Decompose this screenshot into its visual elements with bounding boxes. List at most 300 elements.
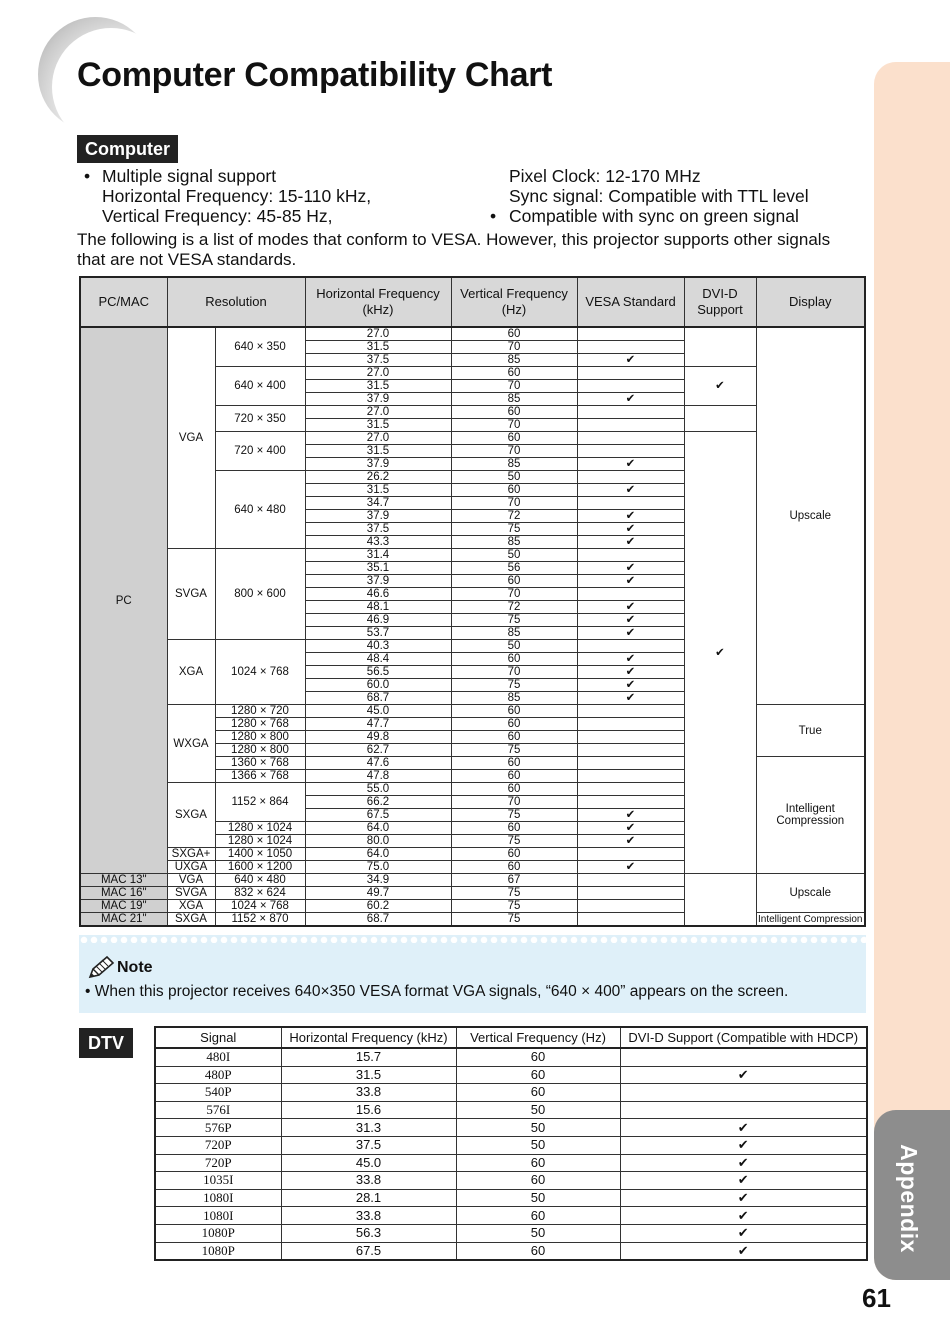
resolution-class-cell: SXGA: [167, 783, 215, 848]
vesa-standard-cell: [577, 666, 684, 679]
resolution-cell: 800 × 600: [215, 549, 305, 640]
horizontal-frequency-cell: 64.0: [305, 848, 451, 861]
horizontal-frequency-cell: 31.5: [305, 419, 451, 432]
bullet-icon: •: [84, 166, 91, 186]
vertical-frequency-cell: 67: [451, 874, 577, 887]
vertical-frequency-cell: 50: [451, 640, 577, 653]
checkmark-icon: ✔: [715, 646, 725, 659]
vertical-frequency-cell: 50: [451, 549, 577, 562]
display-mode-cell: Upscale: [756, 327, 865, 705]
resolution-cell: 1024 × 768: [215, 900, 305, 913]
horizontal-frequency-cell: 47.6: [305, 757, 451, 770]
dtv-table-row: [155, 1101, 867, 1119]
dtv-header-vertical-frequency: Vertical Frequency (Hz): [456, 1027, 620, 1048]
dtv-header-horizontal-frequency: Horizontal Frequency (kHz): [281, 1027, 456, 1048]
vesa-standard-cell: [577, 419, 684, 432]
dtv-header-signal: Signal: [155, 1027, 281, 1048]
horizontal-frequency-cell: 46.6: [305, 588, 451, 601]
checkmark-icon: ✔: [625, 510, 636, 522]
vertical-frequency-cell: 70: [451, 419, 577, 432]
resolution-cell: 1280 × 800: [215, 731, 305, 744]
vesa-standard-cell: [577, 327, 684, 341]
vesa-standard-cell: [577, 783, 684, 796]
horizontal-frequency-cell: 31.5: [305, 380, 451, 393]
spec-line: Compatible with sync on green signal: [509, 206, 799, 226]
horizontal-frequency-cell: 27.0: [305, 432, 451, 445]
dtv-signal-cell: 1080P: [155, 1224, 281, 1242]
note-heading: [87, 955, 153, 981]
vesa-standard-cell: [577, 575, 684, 588]
checkmark-icon: ✔: [625, 393, 636, 405]
vertical-frequency-cell: 60: [451, 783, 577, 796]
horizontal-frequency-cell: 34.9: [305, 874, 451, 887]
dtv-table-row: [155, 1136, 867, 1154]
vesa-standard-cell: [577, 497, 684, 510]
dtv-dvi-d-support-cell: [620, 1084, 867, 1102]
checkmark-icon: ✔: [625, 484, 636, 496]
vertical-frequency-cell: 60: [451, 718, 577, 731]
vesa-standard-cell: [577, 536, 684, 549]
vertical-frequency-cell: 50: [451, 471, 577, 484]
dvi-d-support-cell: [684, 874, 756, 927]
vesa-standard-cell: [577, 692, 684, 705]
checkmark-icon: ✔: [737, 1066, 749, 1082]
horizontal-frequency-cell: 31.5: [305, 341, 451, 354]
dtv-table-row: [155, 1224, 867, 1242]
table-row: [80, 874, 865, 887]
vertical-frequency-cell: 70: [451, 796, 577, 809]
dtv-vertical-frequency-cell: 60: [456, 1084, 620, 1102]
checkmark-icon: ✔: [625, 601, 636, 613]
vesa-standard-cell: [577, 354, 684, 367]
vesa-standard-cell: [577, 484, 684, 497]
resolution-cell: 1366 × 768: [215, 770, 305, 783]
dtv-vertical-frequency-cell: 60: [456, 1048, 620, 1066]
vertical-frequency-cell: 70: [451, 341, 577, 354]
vesa-standard-cell: [577, 601, 684, 614]
dtv-horizontal-frequency-cell: 15.6: [281, 1101, 456, 1119]
vertical-frequency-cell: 60: [451, 757, 577, 770]
dtv-table-row: [155, 1172, 867, 1190]
dtv-signal-cell: 1080P: [155, 1242, 281, 1260]
dtv-vertical-frequency-cell: 60: [456, 1207, 620, 1225]
horizontal-frequency-cell: 31.5: [305, 445, 451, 458]
dtv-dvi-d-support-cell: [620, 1172, 867, 1190]
vertical-frequency-cell: 60: [451, 484, 577, 497]
spec-line: Multiple signal support: [102, 166, 277, 186]
checkmark-icon: ✔: [625, 458, 636, 470]
checkmark-icon: ✔: [737, 1207, 749, 1223]
dtv-dvi-d-support-cell: [620, 1119, 867, 1137]
resolution-class-cell: VGA: [167, 327, 215, 549]
horizontal-frequency-cell: 48.4: [305, 653, 451, 666]
dtv-vertical-frequency-cell: 50: [456, 1119, 620, 1137]
mac-model-cell: MAC 13": [80, 874, 167, 887]
dtv-horizontal-frequency-cell: 37.5: [281, 1136, 456, 1154]
dvi-d-support-cell: [684, 406, 756, 432]
dtv-signal-cell: 540P: [155, 1084, 281, 1102]
vertical-frequency-cell: 72: [451, 601, 577, 614]
resolution-cell: 1360 × 768: [215, 757, 305, 770]
resolution-cell: 720 × 400: [215, 432, 305, 471]
checkmark-icon: ✔: [737, 1119, 749, 1135]
horizontal-frequency-cell: 67.5: [305, 809, 451, 822]
checkmark-icon: ✔: [737, 1242, 749, 1258]
checkmark-icon: ✔: [625, 614, 636, 626]
vesa-standard-cell: [577, 822, 684, 835]
resolution-cell: 832 × 624: [215, 887, 305, 900]
checkmark-icon: ✔: [625, 835, 636, 847]
note-text: • When this projector receives 640×350 VESA format VGA signals, “640 × 400” appears on the screen.: [85, 983, 789, 1000]
specs-left-column: [102, 166, 371, 226]
vesa-standard-cell: [577, 380, 684, 393]
checkmark-icon: ✔: [625, 809, 636, 821]
dtv-dvi-d-support-cell: [620, 1207, 867, 1225]
horizontal-frequency-cell: 60.0: [305, 679, 451, 692]
dtv-compatibility-table: [154, 1026, 868, 1261]
horizontal-frequency-cell: 64.0: [305, 822, 451, 835]
horizontal-frequency-cell: 66.2: [305, 796, 451, 809]
header-pc-mac: PC/MAC: [80, 277, 167, 327]
checkmark-icon: ✔: [737, 1137, 749, 1153]
dtv-dvi-d-support-cell: [620, 1101, 867, 1119]
dtv-header-row: [155, 1027, 867, 1048]
vesa-standard-cell: [577, 640, 684, 653]
computer-compatibility-table: [79, 276, 866, 927]
dtv-vertical-frequency-cell: 50: [456, 1224, 620, 1242]
vertical-frequency-cell: 75: [451, 679, 577, 692]
dtv-horizontal-frequency-cell: 45.0: [281, 1154, 456, 1172]
horizontal-frequency-cell: 56.5: [305, 666, 451, 679]
resolution-class-cell: XGA: [167, 640, 215, 705]
resolution-class-cell: SXGA+: [167, 848, 215, 861]
vesa-standard-cell: [577, 367, 684, 380]
dtv-signal-cell: 576P: [155, 1119, 281, 1137]
resolution-cell: 720 × 350: [215, 406, 305, 432]
dtv-horizontal-frequency-cell: 28.1: [281, 1189, 456, 1207]
pencil-icon: [87, 955, 117, 981]
vertical-frequency-cell: 75: [451, 614, 577, 627]
vesa-standard-cell: [577, 445, 684, 458]
spec-line: Sync signal: Compatible with TTL level: [509, 186, 809, 206]
header-display: Display: [756, 277, 865, 327]
dtv-table-row: [155, 1119, 867, 1137]
dtv-vertical-frequency-cell: 50: [456, 1189, 620, 1207]
bullet-icon: •: [490, 206, 497, 226]
resolution-cell: 1280 × 800: [215, 744, 305, 757]
horizontal-frequency-cell: 27.0: [305, 327, 451, 341]
horizontal-frequency-cell: 43.3: [305, 536, 451, 549]
display-mode-cell: Intelligent Compression: [756, 913, 865, 927]
dtv-horizontal-frequency-cell: 33.8: [281, 1084, 456, 1102]
vertical-frequency-cell: 70: [451, 380, 577, 393]
checkmark-icon: ✔: [737, 1172, 749, 1188]
spec-line: Pixel Clock: 12-170 MHz: [509, 166, 701, 186]
checkmark-icon: ✔: [625, 354, 636, 366]
resolution-cell: 1280 × 1024: [215, 822, 305, 835]
vesa-standard-cell: [577, 614, 684, 627]
vertical-frequency-cell: 75: [451, 809, 577, 822]
page-number: 61: [862, 1283, 891, 1313]
dtv-signal-cell: 480I: [155, 1048, 281, 1066]
dtv-horizontal-frequency-cell: 56.3: [281, 1224, 456, 1242]
table-header-row: [80, 277, 865, 327]
vertical-frequency-cell: 60: [451, 327, 577, 341]
vesa-standard-cell: [577, 432, 684, 445]
vertical-frequency-cell: 70: [451, 666, 577, 679]
vesa-standard-cell: [577, 770, 684, 783]
horizontal-frequency-cell: 34.7: [305, 497, 451, 510]
resolution-cell: 1152 × 870: [215, 913, 305, 927]
vertical-frequency-cell: 60: [451, 822, 577, 835]
horizontal-frequency-cell: 80.0: [305, 835, 451, 848]
mac-model-cell: MAC 21": [80, 913, 167, 927]
header-dvi-d-support: DVI-D Support: [684, 277, 756, 327]
horizontal-frequency-cell: 60.2: [305, 900, 451, 913]
vertical-frequency-cell: 60: [451, 861, 577, 874]
resolution-cell: 640 × 480: [215, 471, 305, 549]
dtv-horizontal-frequency-cell: 31.5: [281, 1066, 456, 1084]
dtv-horizontal-frequency-cell: 67.5: [281, 1242, 456, 1260]
vertical-frequency-cell: 70: [451, 588, 577, 601]
vesa-standard-cell: [577, 471, 684, 484]
dtv-dvi-d-support-cell: [620, 1066, 867, 1084]
dvi-d-support-cell: [684, 432, 756, 874]
resolution-cell: 1600 × 1200: [215, 861, 305, 874]
dtv-header-dvi-d-support: DVI-D Support (Compatible with HDCP): [620, 1027, 867, 1048]
vesa-standard-cell: [577, 510, 684, 523]
page-title: Computer Compatibility Chart: [77, 56, 553, 94]
dtv-table-row: [155, 1084, 867, 1102]
dtv-dvi-d-support-cell: [620, 1048, 867, 1066]
horizontal-frequency-cell: 31.5: [305, 484, 451, 497]
resolution-class-cell: WXGA: [167, 705, 215, 783]
appendix-tab-label: Appendix: [895, 1143, 922, 1253]
vesa-standard-cell: [577, 744, 684, 757]
vesa-standard-cell: [577, 406, 684, 419]
dtv-vertical-frequency-cell: 60: [456, 1172, 620, 1190]
dtv-horizontal-frequency-cell: 33.8: [281, 1172, 456, 1190]
dtv-vertical-frequency-cell: 60: [456, 1242, 620, 1260]
checkmark-icon: ✔: [625, 562, 636, 574]
dtv-signal-cell: 720P: [155, 1136, 281, 1154]
specs-right-column: [509, 166, 809, 226]
vesa-standard-cell: [577, 731, 684, 744]
resolution-class-cell: SXGA: [167, 913, 215, 927]
checkmark-icon: ✔: [625, 666, 636, 678]
resolution-cell: 1400 × 1050: [215, 848, 305, 861]
dtv-signal-cell: 1080I: [155, 1189, 281, 1207]
horizontal-frequency-cell: 37.5: [305, 354, 451, 367]
horizontal-frequency-cell: 53.7: [305, 627, 451, 640]
horizontal-frequency-cell: 68.7: [305, 692, 451, 705]
vertical-frequency-cell: 60: [451, 367, 577, 380]
vertical-frequency-cell: 60: [451, 848, 577, 861]
horizontal-frequency-cell: 37.9: [305, 458, 451, 471]
resolution-cell: 640 × 480: [215, 874, 305, 887]
vesa-standard-cell: [577, 393, 684, 406]
checkmark-icon: ✔: [625, 822, 636, 834]
checkmark-icon: ✔: [625, 653, 636, 665]
vesa-standard-cell: [577, 627, 684, 640]
horizontal-frequency-cell: 27.0: [305, 406, 451, 419]
dvi-d-support-cell: [684, 367, 756, 406]
checkmark-icon: ✔: [625, 575, 636, 587]
vertical-frequency-cell: 75: [451, 744, 577, 757]
vertical-frequency-cell: 60: [451, 705, 577, 718]
dtv-dvi-d-support-cell: [620, 1154, 867, 1172]
vertical-frequency-cell: 60: [451, 575, 577, 588]
vesa-standard-cell: [577, 757, 684, 770]
vesa-standard-cell: [577, 523, 684, 536]
dtv-table-row: [155, 1242, 867, 1260]
dtv-table-row: [155, 1154, 867, 1172]
vertical-frequency-cell: 60: [451, 432, 577, 445]
resolution-class-cell: UXGA: [167, 861, 215, 874]
mac-model-cell: MAC 16": [80, 887, 167, 900]
dtv-table-row: [155, 1189, 867, 1207]
resolution-class-cell: SVGA: [167, 549, 215, 640]
horizontal-frequency-cell: 48.1: [305, 601, 451, 614]
header-resolution: Resolution: [167, 277, 305, 327]
dvi-d-support-cell: [684, 327, 756, 367]
header-horizontal-frequency: Horizontal Frequency (kHz): [305, 277, 451, 327]
pc-group-cell: PC: [80, 327, 167, 874]
dtv-dvi-d-support-cell: [620, 1189, 867, 1207]
vesa-standard-cell: [577, 562, 684, 575]
header-vertical-frequency: Vertical Frequency (Hz): [451, 277, 577, 327]
vesa-standard-cell: [577, 835, 684, 848]
horizontal-frequency-cell: 55.0: [305, 783, 451, 796]
note-title: Note: [117, 959, 153, 976]
note-text-content: When this projector receives 640×350 VESA format VGA signals, “640 × 400” appears on the screen.: [94, 983, 789, 1000]
checkmark-icon: ✔: [625, 679, 636, 691]
mac-model-cell: MAC 19": [80, 900, 167, 913]
note-box: [79, 935, 866, 1013]
resolution-class-cell: SVGA: [167, 887, 215, 900]
horizontal-frequency-cell: 62.7: [305, 744, 451, 757]
dtv-signal-cell: 1035I: [155, 1172, 281, 1190]
checkmark-icon: ✔: [625, 627, 636, 639]
vertical-frequency-cell: 60: [451, 653, 577, 666]
resolution-cell: 1152 × 864: [215, 783, 305, 822]
vesa-standard-cell: [577, 874, 684, 887]
checkmark-icon: ✔: [737, 1190, 749, 1206]
computer-heading: Computer: [77, 135, 178, 163]
horizontal-frequency-cell: 47.7: [305, 718, 451, 731]
vesa-standard-cell: [577, 848, 684, 861]
horizontal-frequency-cell: 47.8: [305, 770, 451, 783]
dtv-dvi-d-support-cell: [620, 1136, 867, 1154]
checkmark-icon: ✔: [737, 1225, 749, 1241]
resolution-cell: 640 × 400: [215, 367, 305, 406]
resolution-cell: 1280 × 720: [215, 705, 305, 718]
dtv-horizontal-frequency-cell: 31.3: [281, 1119, 456, 1137]
spec-line: Horizontal Frequency: 15-110 kHz,: [102, 186, 372, 206]
horizontal-frequency-cell: 35.1: [305, 562, 451, 575]
vertical-frequency-cell: 75: [451, 900, 577, 913]
horizontal-frequency-cell: 37.9: [305, 575, 451, 588]
checkmark-icon: ✔: [737, 1154, 749, 1170]
appendix-tab-label-wrap: [878, 1128, 938, 1268]
display-mode-cell: Intelligent Compression: [756, 757, 865, 874]
horizontal-frequency-cell: 49.7: [305, 887, 451, 900]
checkmark-icon: ✔: [625, 523, 636, 535]
dtv-table-body: [155, 1048, 867, 1260]
resolution-cell: 640 × 350: [215, 327, 305, 367]
vertical-frequency-cell: 75: [451, 887, 577, 900]
horizontal-frequency-cell: 26.2: [305, 471, 451, 484]
horizontal-frequency-cell: 37.9: [305, 510, 451, 523]
vertical-frequency-cell: 72: [451, 510, 577, 523]
header-vesa-standard: VESA Standard: [577, 277, 684, 327]
vertical-frequency-cell: 60: [451, 770, 577, 783]
dtv-vertical-frequency-cell: 60: [456, 1154, 620, 1172]
resolution-cell: 1280 × 1024: [215, 835, 305, 848]
dtv-vertical-frequency-cell: 60: [456, 1066, 620, 1084]
side-tab-background: [874, 62, 950, 1280]
vertical-frequency-cell: 75: [451, 913, 577, 927]
computer-table-body: [80, 327, 865, 926]
vertical-frequency-cell: 85: [451, 393, 577, 406]
vesa-standard-cell: [577, 549, 684, 562]
vertical-frequency-cell: 60: [451, 406, 577, 419]
checkmark-icon: ✔: [715, 380, 725, 392]
dtv-dvi-d-support-cell: [620, 1242, 867, 1260]
vertical-frequency-cell: 85: [451, 458, 577, 471]
display-mode-cell: Upscale: [756, 874, 865, 913]
horizontal-frequency-cell: 45.0: [305, 705, 451, 718]
dtv-horizontal-frequency-cell: 33.8: [281, 1207, 456, 1225]
resolution-cell: 1280 × 768: [215, 718, 305, 731]
vertical-frequency-cell: 85: [451, 692, 577, 705]
vesa-standard-cell: [577, 653, 684, 666]
dtv-signal-cell: 576I: [155, 1101, 281, 1119]
horizontal-frequency-cell: 37.9: [305, 393, 451, 406]
vertical-frequency-cell: 85: [451, 536, 577, 549]
vertical-frequency-cell: 85: [451, 354, 577, 367]
horizontal-frequency-cell: 68.7: [305, 913, 451, 927]
horizontal-frequency-cell: 31.4: [305, 549, 451, 562]
resolution-class-cell: XGA: [167, 900, 215, 913]
vesa-standard-cell: [577, 861, 684, 874]
spec-line: Vertical Frequency: 45-85 Hz,: [102, 206, 333, 226]
resolution-class-cell: VGA: [167, 874, 215, 887]
horizontal-frequency-cell: 40.3: [305, 640, 451, 653]
checkmark-icon: ✔: [625, 692, 636, 704]
dtv-horizontal-frequency-cell: 15.7: [281, 1048, 456, 1066]
vertical-frequency-cell: 70: [451, 445, 577, 458]
vesa-standard-cell: [577, 718, 684, 731]
vesa-standard-cell: [577, 705, 684, 718]
vertical-frequency-cell: 56: [451, 562, 577, 575]
vertical-frequency-cell: 75: [451, 523, 577, 536]
vesa-standard-cell: [577, 913, 684, 927]
vertical-frequency-cell: 60: [451, 731, 577, 744]
vesa-standard-cell: [577, 588, 684, 601]
dtv-signal-cell: 480P: [155, 1066, 281, 1084]
dtv-table-row: [155, 1066, 867, 1084]
vesa-standard-cell: [577, 341, 684, 354]
vesa-standard-cell: [577, 887, 684, 900]
horizontal-frequency-cell: 75.0: [305, 861, 451, 874]
dtv-vertical-frequency-cell: 50: [456, 1101, 620, 1119]
vesa-standard-cell: [577, 458, 684, 471]
dtv-heading: DTV: [79, 1028, 133, 1058]
horizontal-frequency-cell: 27.0: [305, 367, 451, 380]
horizontal-frequency-cell: 46.9: [305, 614, 451, 627]
checkmark-icon: ✔: [625, 861, 636, 873]
